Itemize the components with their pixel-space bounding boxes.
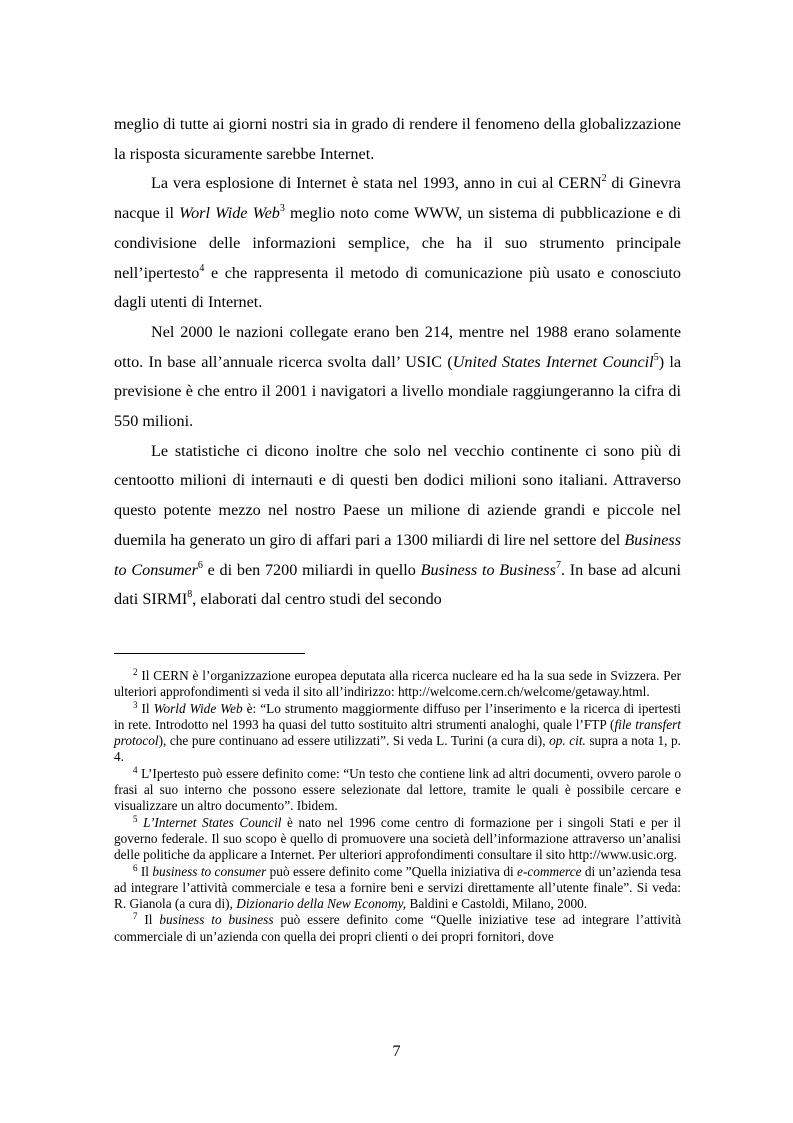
footnote-6: $^6$ Il business to consumer può essere definito come ”Quella iniziativa di e-commerce di un’azienda tesa ad integrare l’attività commerciale e tesa a fornire beni e servizi direttamente all’utente finale”. Si veda: R. Gianola (a cura di), Dizionario della New Economy, Baldini e Castoldi, Milano, 2000. <box>114 862 682 912</box>
footnote-2: $^2$ Il CERN è l’organizzazione europea deputata alla ricerca nucleare ed ha la sua sede in Svizzera. Per ulteriori approfondimenti si veda il sito all’indirizzo: http://welcome.cern.ch/welcome/getaway.html. <box>114 667 681 700</box>
footnote-ref-5[interactable]: 5 <box>653 351 659 363</box>
footnote-ref-6[interactable]: 6 <box>197 559 203 571</box>
footnote-5: $^5$ L’Internet States Council è nato nel 1996 come centro di formazione per i singoli Stati e per il governo federale. Il suo scopo è quello di promuovere una società dell’informazione attraverso un’analisi delle politiche da applicare a Internet. Per ulteriori approfondimenti consultare il sito http://www.usic.org. <box>114 813 681 863</box>
paragraph-www: La vera esplosione di Internet è stata nel 1993, anno in cui al CERN$^2$ di Ginevra nacque il Worl Wide Web$^3$ meglio noto come WWW, un sistema di pubblicazione e di condivisione delle informazioni semplice, che ha il suo strumento principale nell’ipertesto$^4$ e che rappresenta il metodo di comunicazione più usato e conosciuto dagli utenti di Internet. <box>114 173 681 312</box>
footnote-ref-8[interactable]: 8 <box>187 589 193 601</box>
footnote-4: $^4$ L’Ipertesto può essere definito come: “Un testo che contiene link ad altri documenti, ovvero parole o frasi al suo interno che possono essere selezionate dal lettore, tramite le quali è possibile cercare e visualizzare un altro documento”. Ibidem. <box>114 764 681 814</box>
footnote-separator <box>114 653 305 654</box>
main-text <box>114 110 681 615</box>
footnote-ref-7[interactable]: 7 <box>555 559 561 571</box>
footnote-ref-3[interactable]: 3 <box>279 203 285 215</box>
paragraph-continuation: meglio di tutte ai giorni nostri sia in grado di rendere il fenomeno della globalizzazione la risposta sicuramente sarebbe Internet. <box>114 115 681 163</box>
paragraph-statistics: Le statistiche ci dicono inoltre che solo nel vecchio continente ci sono più di centootto milioni di internauti e di questi ben dodici milioni sono italiani. Attraverso questo potente mezzo nel nostro Paese un milione di aziende grandi e piccole nel duemila ha generato un giro di affari pari a 1300 miliardi di lire nel settore del Business to Consumer$^6$ e di ben 7200 miliardi in quello Business to Business$^7$. In base ad alcuni dati SIRMI$^8$, elaborati dal centro studi del secondo <box>114 441 682 609</box>
page-number: 7 <box>392 1043 401 1060</box>
footnotes <box>114 668 681 945</box>
footnote-3: $^3$ Il World Wide Web è: “Lo strumento maggiormente diffuso per l’inserimento e la ricerca di ipertesti in rete. Introdotto nel 1993 ha quasi del tutto sostituito altri strumenti analoghi, quale l’FTP (file transfert protocol), che pure continuano ad essere utilizzati”. Si veda L. Turini (a cura di), op. cit. supra a nota 1, p. 4. <box>114 699 682 765</box>
footnote-ref-4[interactable]: 4 <box>199 262 205 274</box>
footnote-ref-2[interactable]: 2 <box>601 173 607 185</box>
paragraph-nations: Nel 2000 le nazioni collegate erano ben 214, mentre nel 1988 erano solamente otto. In base all’annuale ricerca svolta dall’ USIC (United States Internet Council$^5$) la previsione è che entro il 2001 i navigatori a livello mondiale raggiungeranno la cifra di 550 milioni. <box>114 322 682 431</box>
footnote-7: $^7$ Il business to business può essere definito come “Quelle iniziative tese ad integrare l’attività commerciale di un’azienda con quella dei propri clienti o dei propri fornitori, dove <box>114 911 681 944</box>
